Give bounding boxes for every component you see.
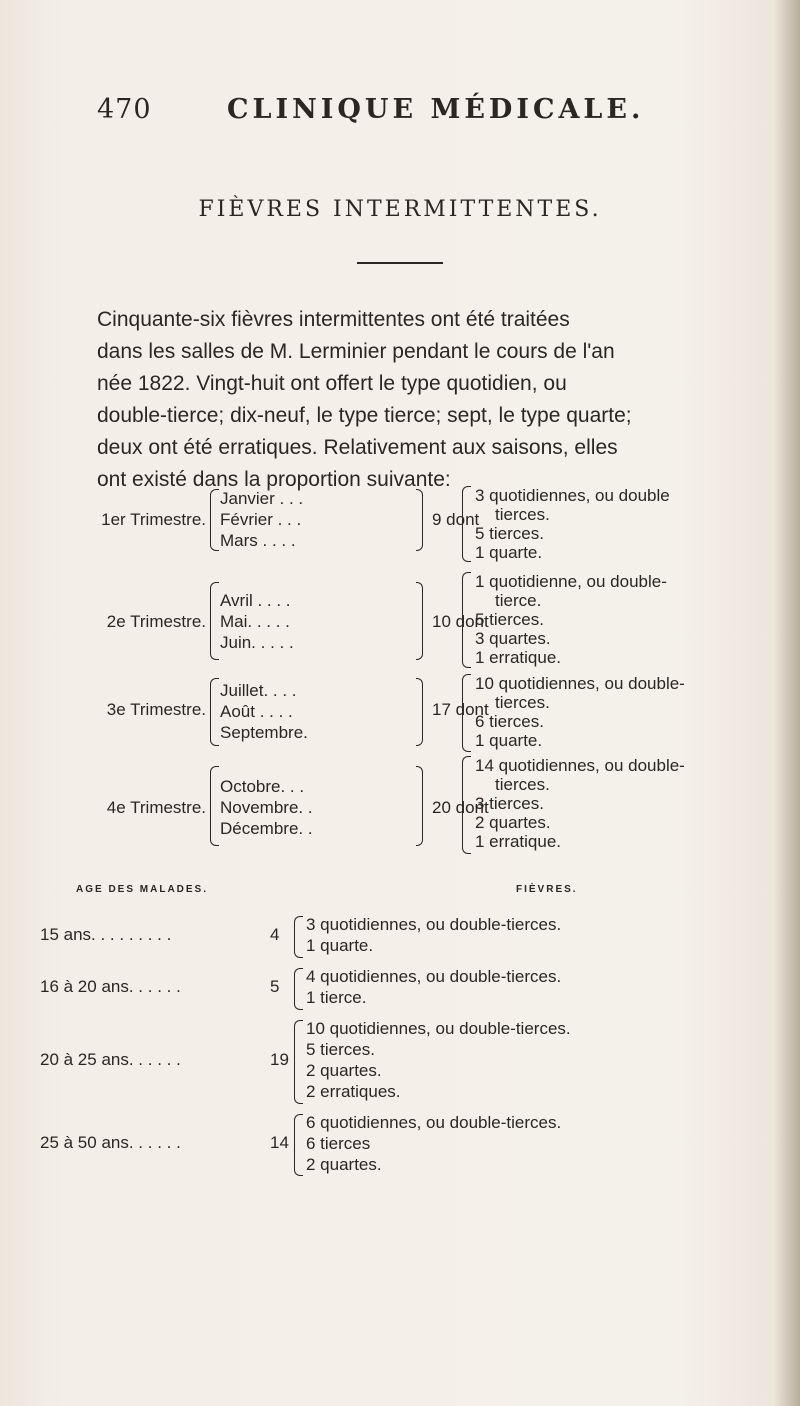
fever-count: 17 dont: [432, 700, 489, 719]
detail-line: tierces.: [495, 693, 550, 712]
detail-line: 3 quotidiennes, ou double-tierces.: [306, 915, 562, 934]
detail-line: 3 quartes.: [475, 629, 551, 648]
month: Juillet. . . .: [220, 681, 297, 700]
month: Octobre. . .: [220, 777, 305, 796]
month: Août . . . .: [220, 702, 293, 721]
detail-line: 5 tierces.: [475, 610, 544, 629]
age-count: 5: [270, 977, 280, 996]
left-brace: [294, 916, 303, 958]
detail-line: 2 erratiques.: [306, 1082, 401, 1101]
fever-details: [475, 674, 685, 750]
column-header-age: AGE DES MALADES.: [76, 884, 209, 895]
intro-paragraph: [97, 304, 742, 496]
detail-line: 6 tierces.: [475, 712, 544, 731]
fever-details: [475, 486, 670, 562]
age-range: 25 à 50 ans. . . . . .: [40, 1133, 181, 1152]
month: Janvier . . .: [220, 489, 304, 508]
month: Décembre. .: [220, 819, 313, 838]
month: Novembre. .: [220, 798, 313, 817]
month-list: [220, 776, 313, 839]
age-range: 15 ans. . . . . . . . .: [40, 925, 172, 944]
detail-line: 6 quotidiennes, ou double-tierces.: [306, 1113, 562, 1132]
detail-line: 1 quarte.: [475, 731, 543, 750]
detail-line: 3 quotidiennes, ou double: [475, 486, 670, 505]
running-title: CLINIQUE MÉDICALE.: [227, 94, 645, 125]
age-count: 4: [270, 925, 280, 944]
running-header: [97, 94, 703, 134]
age-details: [306, 1018, 571, 1102]
fever-count: 10 dont: [432, 612, 489, 631]
right-brace: [416, 766, 423, 846]
section-title: FIÈVRES INTERMITTENTES.: [198, 197, 602, 222]
left-brace: [294, 1114, 303, 1176]
detail-line: 2 quartes.: [475, 813, 551, 832]
trimester-label: 3e Trimestre.: [106, 700, 206, 719]
detail-line: 1 quarte.: [475, 543, 543, 562]
fever-details: [475, 572, 667, 667]
month: Février . . .: [220, 510, 302, 529]
age-range: 20 à 25 ans. . . . . .: [40, 1050, 181, 1069]
detail-line: tierce.: [495, 591, 542, 610]
trimester-label: 4e Trimestre.: [106, 798, 206, 817]
detail-line: 4 quotidiennes, ou double-tierces.: [306, 967, 562, 986]
age-details: [306, 1112, 561, 1175]
age-range: 16 à 20 ans. . . . . .: [40, 977, 181, 996]
detail-line: 2 quartes.: [306, 1061, 382, 1080]
detail-line: 1 erratique.: [475, 832, 561, 851]
left-brace: [462, 674, 471, 752]
month-list: [220, 488, 303, 551]
detail-line: 6 tierces: [306, 1134, 371, 1153]
detail-line: 14 quotidiennes, ou double-: [475, 756, 685, 775]
detail-line: 1 tierce.: [306, 988, 367, 1007]
month-list: [220, 680, 308, 743]
detail-line: 5 tierces.: [475, 524, 544, 543]
detail-line: tierces.: [495, 505, 550, 524]
right-brace: [416, 582, 423, 660]
right-brace: [416, 678, 423, 746]
age-details: [306, 966, 561, 1008]
page-number: 470: [97, 94, 152, 125]
title-rule: [357, 262, 443, 264]
age-details: [306, 914, 561, 956]
month-list: [220, 590, 294, 653]
month: Juin. . . . .: [220, 633, 294, 652]
intro-line: double-tierce; dix-neuf, le type tierce; sept, le type quarte;: [97, 404, 632, 427]
month: Avril . . . .: [220, 591, 291, 610]
left-brace: [462, 572, 471, 668]
age-count: 14: [270, 1133, 289, 1152]
left-brace: [462, 486, 471, 562]
month: Septembre.: [220, 723, 308, 742]
age-count: 19: [270, 1050, 289, 1069]
column-header-fevers: FIÈVRES.: [516, 884, 578, 895]
intro-line: Cinquante-six fièvres intermittentes ont été traitées: [97, 308, 570, 331]
detail-line: 3 tierces.: [475, 794, 544, 813]
fever-details: [475, 756, 685, 851]
detail-line: 10 quotidiennes, ou double-: [475, 674, 685, 693]
detail-line: 2 quartes.: [306, 1155, 382, 1174]
fever-count: 20 dont: [432, 798, 489, 817]
detail-line: 1 quarte.: [306, 936, 374, 955]
left-brace: [210, 489, 219, 551]
left-brace: [462, 756, 471, 854]
right-brace: [416, 489, 423, 551]
detail-line: 1 erratique.: [475, 648, 561, 667]
left-brace: [210, 582, 219, 660]
detail-line: tierces.: [495, 775, 550, 794]
trimester-label: 1er Trimestre.: [101, 510, 206, 529]
detail-line: 5 tierces.: [306, 1040, 375, 1059]
left-brace: [294, 968, 303, 1010]
month: Mars . . . .: [220, 531, 296, 550]
month: Mai. . . . .: [220, 612, 290, 631]
left-brace: [210, 766, 219, 846]
detail-line: 10 quotidiennes, ou double-tierces.: [306, 1019, 571, 1038]
intro-line: deux ont été erratiques. Relativement aux saisons, elles: [97, 436, 618, 459]
left-brace: [210, 678, 219, 746]
detail-line: 1 quotidienne, ou double-: [475, 572, 667, 591]
intro-line: ont existé dans la proportion suivante:: [97, 468, 451, 491]
trimester-label: 2e Trimestre.: [106, 612, 206, 631]
intro-line: née 1822. Vingt-huit ont offert le type quotidien, ou: [97, 372, 567, 395]
fever-count: 9 dont: [432, 510, 480, 529]
intro-line: dans les salles de M. Lerminier pendant le cours de l'an: [97, 340, 615, 363]
left-brace: [294, 1020, 303, 1104]
